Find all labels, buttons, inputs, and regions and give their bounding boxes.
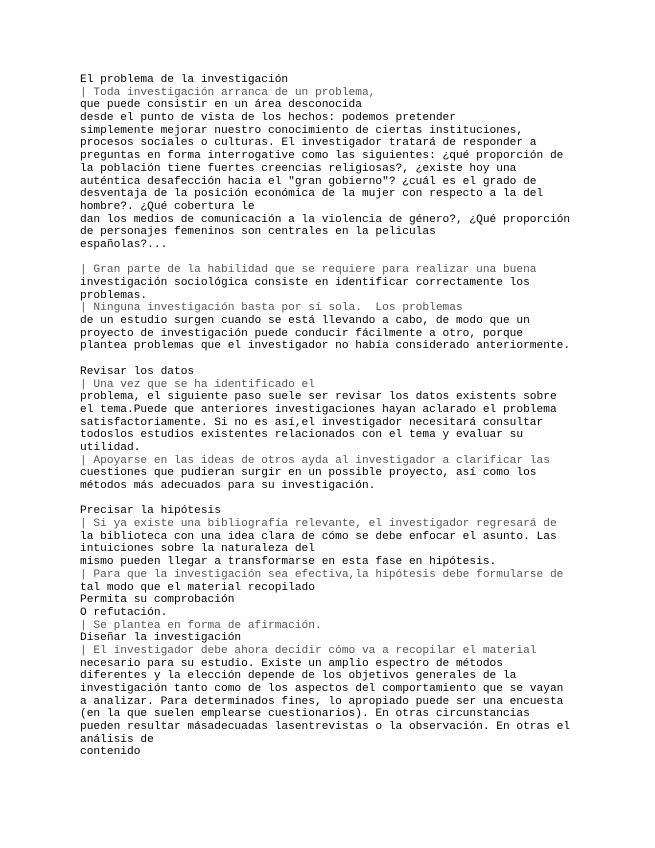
section-heading: Diseñar la investigación (80, 632, 242, 645)
text-line: de un estudio surgen cuando se está llevando a cabo, de modo que un (80, 315, 530, 328)
text-line: necesario para su estudio. Existe un amplio espectro de métodos (80, 657, 503, 670)
text-line: intuiciones sobre la naturaleza del (80, 543, 315, 556)
text-line: | Ninguna investigación basta por sí sola. Los problemas (80, 302, 463, 315)
text-line: pueden resultar másadecuadas lasentrevistas o la observación. En otras el (80, 721, 571, 734)
document-page (80, 74, 580, 759)
text-line: todoslos estudios existentes relacionados con el tema y evaluar su (80, 429, 524, 442)
text-line: | Una vez que se ha identificado el (80, 378, 315, 391)
text-line: (en la que suelen emplearse cuestionarios). En otras circunstancias (80, 708, 530, 721)
text-line: | Apoyarse en las ideas de otros ayda al investigador a clarificar las (80, 454, 550, 467)
text-line: utilidad. (80, 441, 141, 454)
text-line: investigación tanto como de los aspectos del comportamiento que se vayan (80, 683, 564, 695)
text-line: auténtica desafección hacia el "gran gobierno"? ¿cuál es el grado de (80, 175, 537, 188)
text-line: preguntas en forma interrogative como las siguientes: ¿qué proporción de (80, 150, 564, 163)
text-line: dan los medios de comunicación a la violencia de género?, ¿Qué proporción (80, 213, 571, 226)
text-line: diferentes y la elección depende de los objetivos generales de la (80, 670, 517, 683)
text-line: el tema.Puede que anteriores investigaciones hayan aclarado el problema (80, 403, 557, 416)
text-line: investigación sociológica consiste en identificar correctamente los (80, 277, 530, 289)
text-line: Permita su comprobación (80, 594, 235, 607)
text-line: tal modo que el material recopilado (80, 581, 315, 594)
text-line: | Se plantea en forma de afirmación. (80, 619, 322, 632)
text-line: | El investigador debe ahora decidir cómo va a recopilar el material (80, 644, 537, 657)
text-line: cuestiones que pudieran surgir en un possible proyecto, así como los (80, 467, 537, 480)
text-line: hombre?. ¿Qué cobertura le (80, 200, 255, 213)
text-line: la biblioteca con una idea clara de cómo se debe enfocar el asunto. Las (80, 530, 557, 543)
text-line: | Gran parte de la habilidad que se requiere para realizar una buena (80, 264, 537, 277)
text-line: problema, el siguiente paso suele ser revisar los datos existents sobre (80, 391, 557, 404)
text-line: métodos más adecuados para su investigación. (80, 480, 376, 492)
text-line: análisis de (80, 733, 154, 746)
text-line: simplemente mejorar nuestro conocimiento de ciertas instituciones, (80, 124, 524, 137)
text-line: problemas. (80, 289, 148, 302)
section-heading: Revisar los datos (80, 365, 195, 378)
text-line: | Si ya existe una bibliografía relevante, el investigador regresará de (80, 518, 557, 531)
text-line: de personajes femeninos son centrales en la peliculas (80, 226, 436, 239)
text-line: a analizar. Para determinados fines, lo apropiado puede ser una encuesta (80, 695, 564, 708)
section-heading: Precisar la hipótesis (80, 505, 221, 518)
text-line: satisfactoriamente. Si no es así,el investigador necesitará consultar (80, 416, 544, 429)
paragraph-gap (80, 493, 580, 506)
text-line: que puede consistir en un área desconocida (80, 99, 362, 112)
text-line: proyecto de investigación puede conducir fácilmente a otro, porque (80, 327, 524, 340)
paragraph-gap (80, 252, 580, 265)
text-line: desventaja de la posición económica de la mujer con respecto a la del (80, 188, 544, 201)
text-line: plantea problemas que el investigador no había considerado anteriormente. (80, 340, 571, 353)
text-line: procesos sociales o culturas. El investigador tratará de responder a (80, 137, 537, 150)
text-line: españolas?... (80, 238, 168, 251)
paragraph-gap (80, 353, 580, 366)
section-heading: El problema de la investigación (80, 74, 289, 86)
text-line: contenido (80, 746, 141, 759)
text-line: la población tiene fuertes creencias religiosas?, ¿existe hoy una (80, 162, 517, 175)
text-line: O refutación. (80, 606, 168, 619)
text-line: | Toda investigación arranca de un problema, (80, 86, 376, 99)
text-line: desde el punto de vista de los hechos: podemos pretender (80, 112, 456, 125)
text-line: | Para que la investigación sea efectiva,la hipótesis debe formularse de (80, 568, 564, 581)
text-line: mismo pueden llegar a transformarse en esta fase en hipótesis. (80, 556, 497, 569)
